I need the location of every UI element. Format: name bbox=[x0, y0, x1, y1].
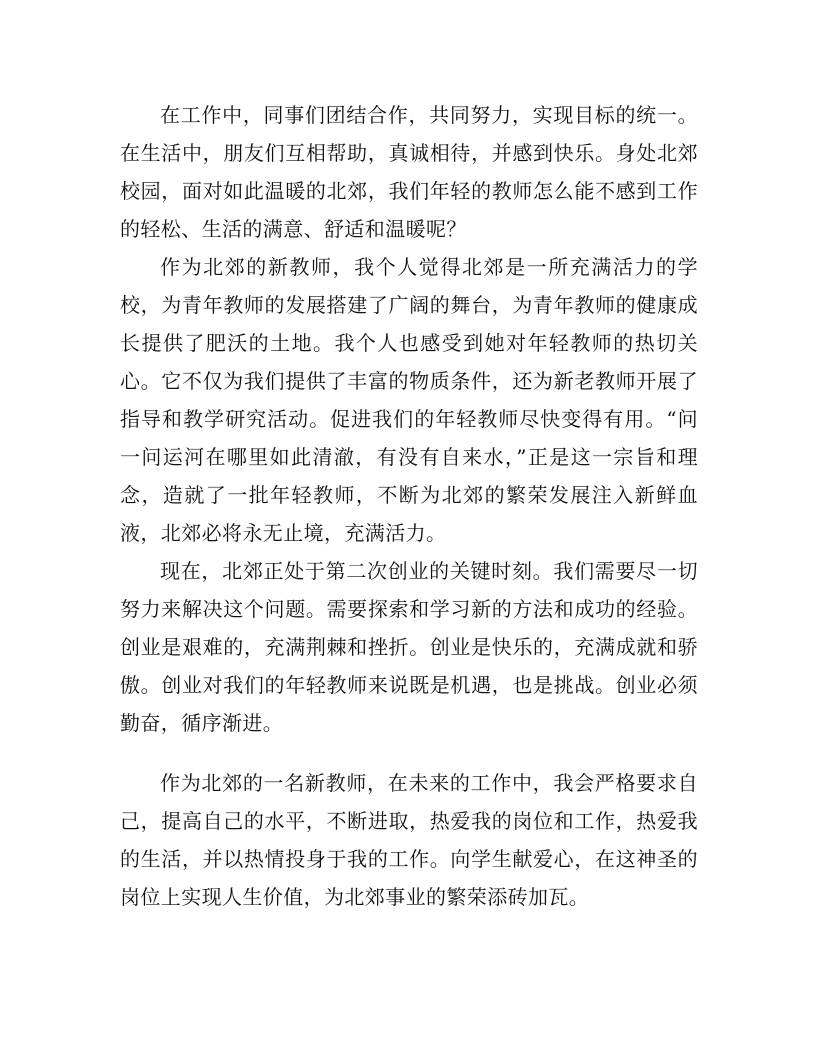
body-text-upper bbox=[120, 96, 698, 742]
paragraph-commitment: 作为北郊的一名新教师，在未来的工作中，我会严格要求自己，提高自己的水平，不断进取，热爱我的岗位和工作，热爱我的生活，并以热情投身于我的工作。向学生献爱心，在这神圣的岗位上实现人生价值，为北郊事业的繁荣添砖加瓦。 bbox=[120, 771, 698, 909]
paragraph-second-venture: 现在，北郊正处于第二次创业的关键时刻。我们需要尽一切努力来解决这个问题。需要探索和学习新的方法和成功的经验。创业是艰难的，充满荆棘和挫折。创业是快乐的，充满成就和骄傲。创业对我们的年轻教师来说既是机遇，也是挑战。创业必须勤奋，循序渐进。 bbox=[120, 559, 698, 735]
body-text-lower bbox=[120, 764, 698, 916]
paragraph-teamwork: 在工作中，同事们团结合作，共同努力，实现目标的统一。在生活中，朋友们互相帮助，真诚相待，并感到快乐。身处北郊校园，面对如此温暖的北郊，我们年轻的教师怎么能不感到工作的轻松、生活的满意、舒适和温暖呢？ bbox=[120, 103, 698, 241]
paragraph-new-teacher-impression: 作为北郊的新教师，我个人觉得北郊是一所充满活力的学校，为青年教师的发展搭建了广阔的舞台，为青年教师的健康成长提供了肥沃的土地。我个人也感受到她对年轻教师的热切关心。它不仅为我们提供了丰富的物质条件，还为新老教师开展了指导和教学研究活动。促进我们的年轻教师尽快变得有用。“问一问运河在哪里如此清澈，有没有自来水，”正是这一宗旨和理念，造就了一批年轻教师，不断为北郊的繁荣发展注入新鲜血液，北郊必将永无止境，充满活力。 bbox=[120, 255, 698, 545]
